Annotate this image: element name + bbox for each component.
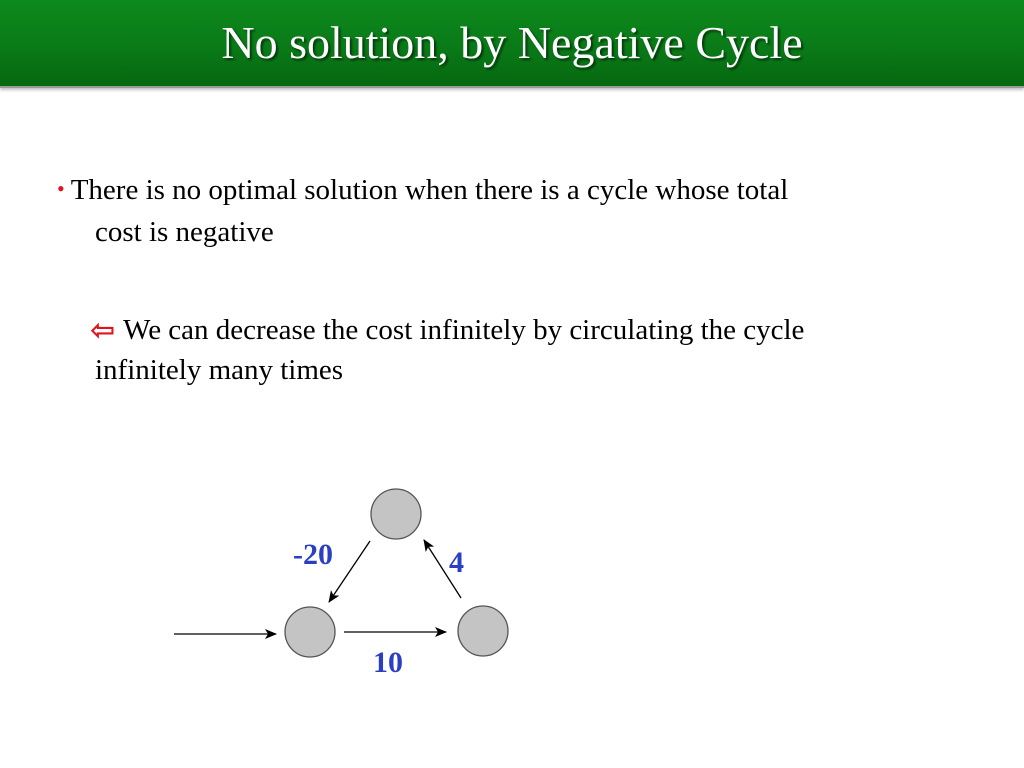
sub-text-2: infinitely many times — [95, 354, 344, 386]
bullet-text-2: cost is negative — [95, 216, 274, 248]
edge-label-right-top: 4 — [449, 546, 464, 579]
edge-label-top-left: -20 — [293, 538, 333, 571]
edge-top-to-left — [329, 541, 370, 602]
slide-title: No solution, by Negative Cycle — [221, 17, 803, 68]
left-arrow-icon: ⇦ — [90, 313, 116, 348]
node-top — [371, 489, 421, 539]
node-left — [285, 607, 335, 657]
node-right — [458, 606, 508, 656]
sub-text-1: We can decrease the cost infinitely by circulating the cycle — [123, 314, 805, 346]
bullet-text-1: There is no optimal solution when there is a cycle whose total — [70, 174, 789, 206]
edge-label-left-right: 10 — [373, 646, 403, 679]
bullet-dot-icon: • — [57, 176, 65, 201]
